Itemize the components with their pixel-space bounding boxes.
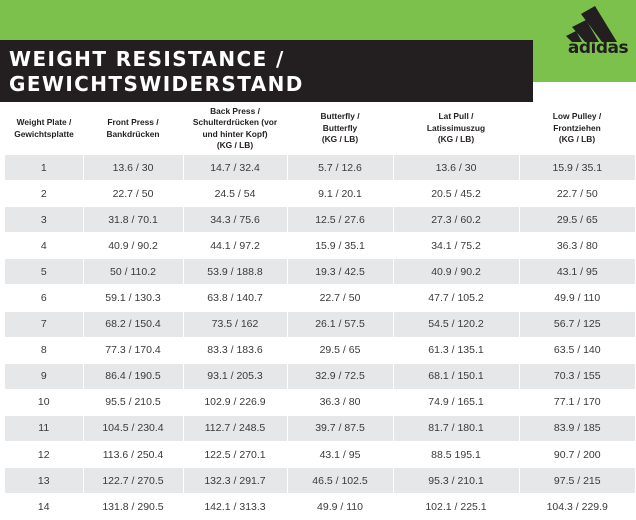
column-header-line2: Bankdrücken: [106, 128, 160, 139]
table-cell: 83.9 / 185: [519, 415, 635, 441]
column-header: [5, 102, 83, 155]
table-cell: 19.3 / 42.5: [287, 259, 393, 285]
table-cell: 81.7 / 180.1: [393, 415, 519, 441]
table-row: [5, 259, 635, 285]
table-cell: 43.1 / 95: [519, 259, 635, 285]
column-header-line3: (KG / LB): [216, 140, 254, 150]
table-cell: 12.5 / 27.6: [287, 207, 393, 233]
table-cell: 104.3 / 229.9: [519, 494, 635, 520]
table-cell: 24.5 / 54: [183, 181, 287, 207]
column-header-line2: Schulterdrücken (vor und hinter Kopf): [192, 117, 278, 139]
table-cell: 73.5 / 162: [183, 311, 287, 337]
table-cell: 31.8 / 70.1: [83, 207, 183, 233]
table-cell: 61.3 / 135.1: [393, 337, 519, 363]
weight-plate-cell: 2: [5, 181, 83, 207]
column-header-line3: (KG / LB): [437, 134, 475, 145]
table-row: [5, 233, 635, 259]
column-header: [287, 102, 393, 155]
table-cell: 29.5 / 65: [287, 337, 393, 363]
weight-plate-cell: 14: [5, 494, 83, 520]
column-header: [519, 102, 635, 155]
table-row: [5, 363, 635, 389]
table-cell: 15.9 / 35.1: [519, 155, 635, 181]
weight-plate-cell: 4: [5, 233, 83, 259]
table-cell: 131.8 / 290.5: [83, 494, 183, 520]
table-cell: 49.9 / 110: [287, 494, 393, 520]
column-header: [183, 102, 287, 155]
table-cell: 40.9 / 90.2: [83, 233, 183, 259]
table-cell: 34.3 / 75.6: [183, 207, 287, 233]
table-cell: 34.1 / 75.2: [393, 233, 519, 259]
table-row: [5, 494, 635, 520]
table-cell: 90.7 / 200: [519, 442, 635, 468]
table-cell: 13.6 / 30: [393, 155, 519, 181]
table-cell: 122.7 / 270.5: [83, 468, 183, 494]
weight-plate-cell: 3: [5, 207, 83, 233]
table-row: [5, 285, 635, 311]
table-row: [5, 389, 635, 415]
weight-plate-cell: 6: [5, 285, 83, 311]
column-header-line2: Gewichtsplatte: [14, 128, 74, 139]
table-cell: 27.3 / 60.2: [393, 207, 519, 233]
table-cell: 22.7 / 50: [287, 285, 393, 311]
table-cell: 102.1 / 225.1: [393, 494, 519, 520]
weight-plate-cell: 13: [5, 468, 83, 494]
table-cell: 40.9 / 90.2: [393, 259, 519, 285]
adidas-stripes-icon: [562, 6, 632, 42]
table-cell: 142.1 / 313.3: [183, 494, 287, 520]
table-cell: 95.5 / 210.5: [83, 389, 183, 415]
table-row: [5, 311, 635, 337]
table-header-row: [5, 102, 635, 155]
table-cell: 22.7 / 50: [83, 181, 183, 207]
table-cell: 20.5 / 45.2: [393, 181, 519, 207]
table-cell: 9.1 / 20.1: [287, 181, 393, 207]
table-cell: 46.5 / 102.5: [287, 468, 393, 494]
adidas-logo: [562, 6, 632, 62]
table-cell: 86.4 / 190.5: [83, 363, 183, 389]
column-header: [393, 102, 519, 155]
table-cell: 43.1 / 95: [287, 442, 393, 468]
table-cell: 77.1 / 170: [519, 389, 635, 415]
table-row: [5, 468, 635, 494]
column-header-line1: Back Press /: [210, 105, 260, 116]
column-header-line2: Latissimuszug: [426, 122, 486, 133]
weight-plate-cell: 7: [5, 311, 83, 337]
table-cell: 83.3 / 183.6: [183, 337, 287, 363]
table-cell: 54.5 / 120.2: [393, 311, 519, 337]
weight-resistance-table: [5, 102, 635, 520]
weight-plate-cell: 12: [5, 442, 83, 468]
column-header-line3: (KG / LB): [558, 134, 596, 145]
table-cell: 113.6 / 250.4: [83, 442, 183, 468]
column-header-line1: Low Pulley /: [552, 111, 602, 122]
column-header-line1: Front Press /: [107, 117, 159, 127]
column-header: [83, 102, 183, 155]
table-cell: 36.3 / 80: [519, 233, 635, 259]
weight-plate-cell: 5: [5, 259, 83, 285]
table-cell: 68.1 / 150.1: [393, 363, 519, 389]
table-cell: 132.3 / 291.7: [183, 468, 287, 494]
page-title-line2: GEWICHTSWIDERSTAND: [9, 72, 304, 96]
table-cell: 32.9 / 72.5: [287, 363, 393, 389]
column-header-line1: Weight Plate /: [16, 117, 72, 127]
table-cell: 44.1 / 97.2: [183, 233, 287, 259]
table-cell: 95.3 / 210.1: [393, 468, 519, 494]
table-row: [5, 181, 635, 207]
table-cell: 53.9 / 188.8: [183, 259, 287, 285]
table-row: [5, 207, 635, 233]
table-row: [5, 415, 635, 441]
table-cell: 50 / 110.2: [83, 259, 183, 285]
table-cell: 49.9 / 110: [519, 285, 635, 311]
table-cell: 29.5 / 65: [519, 207, 635, 233]
table-row: [5, 155, 635, 181]
weight-plate-cell: 9: [5, 363, 83, 389]
table-cell: 93.1 / 205.3: [183, 363, 287, 389]
table-cell: 88.5 195.1: [393, 442, 519, 468]
table-cell: 36.3 / 80: [287, 389, 393, 415]
table-body: [5, 155, 635, 520]
column-header-line1: Butterfly /: [320, 111, 360, 122]
weight-plate-cell: 8: [5, 337, 83, 363]
table-cell: 77.3 / 170.4: [83, 337, 183, 363]
column-header-line1: Lat Pull /: [438, 111, 474, 122]
table-cell: 63.8 / 140.7: [183, 285, 287, 311]
table-cell: 102.9 / 226.9: [183, 389, 287, 415]
table-cell: 63.5 / 140: [519, 337, 635, 363]
title-banner: [0, 40, 533, 102]
table-row: [5, 442, 635, 468]
column-header-line2: Frontziehen: [553, 122, 601, 133]
table-row: [5, 337, 635, 363]
table-cell: 112.7 / 248.5: [183, 415, 287, 441]
column-header-line3: (KG / LB): [321, 134, 359, 145]
weight-plate-cell: 1: [5, 155, 83, 181]
page-title-line1: WEIGHT RESISTANCE /: [9, 47, 285, 71]
table-cell: 15.9 / 35.1: [287, 233, 393, 259]
table-cell: 22.7 / 50: [519, 181, 635, 207]
table-cell: 74.9 / 165.1: [393, 389, 519, 415]
table-cell: 56.7 / 125: [519, 311, 635, 337]
table-cell: 68.2 / 150.4: [83, 311, 183, 337]
table-cell: 39.7 / 87.5: [287, 415, 393, 441]
weight-plate-cell: 10: [5, 389, 83, 415]
brand-wordmark: adidas: [567, 38, 629, 58]
table-cell: 122.5 / 270.1: [183, 442, 287, 468]
column-header-line2: Butterfly: [322, 122, 358, 133]
table-cell: 47.7 / 105.2: [393, 285, 519, 311]
table-cell: 97.5 / 215: [519, 468, 635, 494]
table-cell: 59.1 / 130.3: [83, 285, 183, 311]
table-cell: 14.7 / 32.4: [183, 155, 287, 181]
table-cell: 5.7 / 12.6: [287, 155, 393, 181]
weight-plate-cell: 11: [5, 415, 83, 441]
table-cell: 70.3 / 155: [519, 363, 635, 389]
table-cell: 104.5 / 230.4: [83, 415, 183, 441]
table-cell: 13.6 / 30: [83, 155, 183, 181]
table-cell: 26.1 / 57.5: [287, 311, 393, 337]
